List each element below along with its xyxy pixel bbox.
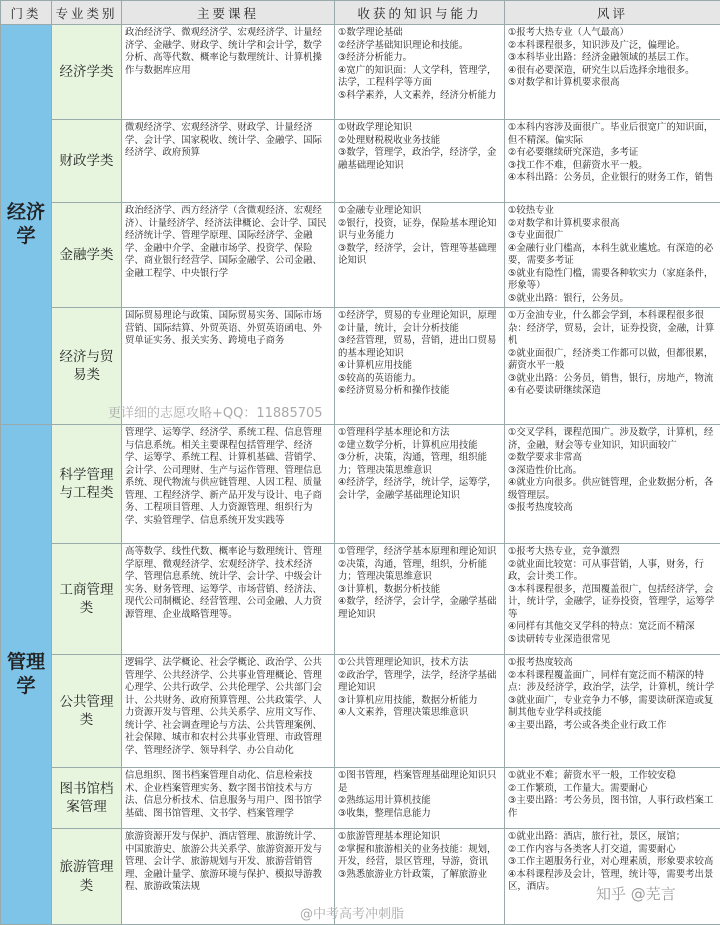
category-management: 管理学	[1, 425, 52, 925]
table-row	[1, 120, 720, 203]
header-courses: 主要课程	[122, 1, 335, 25]
review-cell: ①报考大热专业，竞争激烈 ②就业面比较宽：可从事营销，人事，财务，行政，会计类工作。 ③本科课程很多，范围覆盖很广，包括经济学，会计，统计学，金融学，证券投资，管理学，运筹学等 ④同样有其他交叉学科的特点：宽泛而不精深 ⑤读研转专业深造很常见	[505, 544, 720, 655]
courses-cell: 高等数学、线性代数、概率论与数理统计、管理学原理、微观经济学、宏观经济学、技术经济学、管理信息系统、统计学、会计学、中级会计实务、财务管理、运筹学、市场营销、经济法、现代公司制概论、经营管理、公司金融、人力资源管理、企业战略管理等。	[122, 544, 335, 655]
courses-cell: 政治经济学、西方经济学（含微观经济、宏观经济）、计量经济学、经济法律概论、会计学、国民经济统计学、管理学原理、国际经济学、金融学、金融中介学、金融市场学、投资学、保险学、商业银行经营学、国际金融学、公司金融、金融工程学、中央银行学	[122, 203, 335, 308]
watermark-bottom-left: @中考高考冲刺脂	[300, 903, 404, 922]
abilities-cell: ①管理学，经济学基本原理和理论知识 ②决策，沟通，管理，组织，分析能力；管理决策思维意识 ③计算机，数据分析技能 ④数学，经济学，会计学，金融学基础理论知识	[335, 544, 505, 655]
watermark-center: 更详细的志愿攻略+QQ：11885705	[108, 402, 323, 421]
abilities-cell: ①经济学，贸易的专业理论知识，原理 ②计量，统计，会计分析技能 ③经营管理，贸易，营销，进出口贸易的基本理论知识 ④计算机应用技能 ⑤较高的英语能力。 ⑥经济贸易分析和操作技能	[335, 308, 505, 425]
major-name: 财政学类	[52, 120, 122, 203]
table-row	[1, 655, 720, 768]
abilities-cell: ①公共管理理论知识，技术方法 ②政治学，管理学，法学，经济学基础理论知识 ③计算机应用技能，数据分析能力 ④人文素养，管理决策思维意识	[335, 655, 505, 768]
header-abilities: 收获的知识与能力	[335, 1, 505, 25]
table-row	[1, 768, 720, 829]
header-category: 门类	[1, 1, 52, 25]
courses-cell: 管理学、运筹学、经济学、系统工程、信息管理与信息系统。相关主要课程包括管理学、经济学、运筹学、系统工程、计算机基础、营销学、会计学、公司理财、生产与运作管理、管理信息系统、现代物流与供应链管理、人因工程、质量管理、工程经济学、新产品开发与设计、电子商务、工程项目管理、人力资源管理、组织行为学、实验管理学、信息系统开发实践等	[122, 425, 335, 544]
major-name: 经济与贸易类	[52, 308, 122, 425]
courses-cell: 政治经济学、微观经济学、宏观经济学、计量经济学、金融学、财政学、统计学和会计学，数学分析、高等代数、概率论与数理统计、计算机操作与数据库应用	[122, 25, 335, 120]
review-cell: ①交叉学科，课程范围广。涉及数学，计算机，经济，金融，财会等专业知识，知识面较广 ②数学要求非常高 ③深造性价比高。 ④就业方向很多。供应链管理，企业数据分析，各级管理层。 ⑤报考热度较高	[505, 425, 720, 544]
table-row	[1, 544, 720, 655]
abilities-cell: ①财政学理论知识 ②处理财税税收业务技能 ③数学，管理学，政治学，经济学，金融基础理论知识	[335, 120, 505, 203]
table-row	[1, 425, 720, 544]
review-cell: ①万金油专业，什么都会学到，本科课程很多很杂：经济学，贸易，会计，证券投资，金融，计算机 ②就业面很广，经济类工作都可以做，但都很累，薪资水平一般 ③就业出路：公务员，销售，银行，房地产，物流 ④有必要读研继续深造	[505, 308, 720, 425]
header-review: 风评	[505, 1, 720, 25]
major-name: 图书馆档案管理	[52, 768, 122, 829]
review-cell: ①报考热度较高 ②本科课程覆盖面广，同样有宽泛而不精深的特点：涉及经济学，政治学，法学，计算机，统计学 ③就业面广，专业竞争力不够，需要读研深造或复制其他专业学科或技能 ④主要出路，考公或各类企业行政工作	[505, 655, 720, 768]
watermark-bottom-right: 知乎 @芜言	[596, 883, 676, 904]
review-cell: ①较热专业 ②对数学和计算机要求很高 ③专业面很广 ④金融行业门槛高，本科生就业尴尬。有深造的必要，需要多考证 ⑤就业有隐性门槛，需要各种软实力（家庭条件，形象等） ⑤就业出路：银行，公务员。	[505, 203, 720, 308]
courses-cell: 信息组织、图书档案管理自动化、信息检索技术、企业档案管理实务、数字图书馆技术与方法、信息分析技术、信息服务与用户、图书馆学基础、图书馆管理、文书学、档案管理学	[122, 768, 335, 829]
category-economics: 经济学	[1, 25, 52, 425]
major-name: 公共管理类	[52, 655, 122, 768]
header-row	[1, 1, 720, 25]
major-name: 金融学类	[52, 203, 122, 308]
abilities-cell: ①图书管理，档案管理基础理论知识只是 ②熟练运用计算机技能 ③收集，整理信息能力	[335, 768, 505, 829]
abilities-cell: ①数学理论基础 ②经济学基础知识理论和技能。 ③经济分析能力。 ④宽广的知识面：人文学科，管理学，法学，工程科学等方面 ⑤科学素养，人文素养，经济分析能力	[335, 25, 505, 120]
table-row	[1, 203, 720, 308]
major-name: 工商管理类	[52, 544, 122, 655]
review-cell: ①报考大热专业（人气最高） ②本科课程很多，知识涉及广泛，偏理论。 ③本科毕业出路：经济金融领域的基层工作。 ④很有必要深造，研究生以后选择余地很多。 ⑤对数学和计算机要求很高	[505, 25, 720, 120]
header-major: 专业类别	[52, 1, 122, 25]
courses-cell: 微观经济学、宏观经济学、财政学、计量经济学、会计学、国家税收、统计学、金融学、国际经济学、政府预算	[122, 120, 335, 203]
abilities-cell: ①金融专业理论知识 ②银行，投资，证券，保险基本理论知识与业务能力 ③数学，经济学，会计，管理等基础理论知识	[335, 203, 505, 308]
table-row	[1, 25, 720, 120]
review-cell: ①就业出路：酒店，旅行社，景区，展馆； ②工作内容与各类客人打交道，需要耐心 ③工作主题服务行业，对心理素质，形象要求较高 ④本科课程涉及会计，管理，统计等，需要考出景区，酒店。	[505, 829, 720, 925]
review-cell: ①就业不难；薪资水平一般，工作较安稳 ②工作繁琐，工作量大。需要耐心 ③主要出路：考公务员，图书馆，人事行政档案工作	[505, 768, 720, 829]
major-name: 科学管理与工程类	[52, 425, 122, 544]
courses-cell: 国际贸易理论与政策、国际贸易实务、国际市场营销、国际结算、外贸英语、外贸英语函电、外贸单证实务、报关实务、跨境电子商务	[122, 308, 335, 425]
review-cell: ①本科内容涉及面很广。毕业后很宽广的知识面，但不精深。偏实际 ②有必要继续研究深造，多考证 ③找工作不难，但薪资水平一般。 ④本科出路：公务员，企业银行的财务工作，销售	[505, 120, 720, 203]
major-name: 经济学类	[52, 25, 122, 120]
abilities-cell: ①旅游管理基本理论知识 ②掌握和旅游相关的业务技能：规划，开发，经营，景区管理，导游，资讯 ③熟悉旅游业方针政策，了解旅游业	[335, 829, 505, 925]
major-name: 旅游管理类	[52, 829, 122, 925]
courses-cell: 逻辑学、法学概论、社会学概论、政治学、公共管理学、公共经济学、公共事业管理概论、管理心理学、公共行政学、公共伦理学、公共部门会计、公共财务、政府预算管理、公共政策学、人力资源开发与管理、公共关系学、应用文写作、统计学、社会调查理论与方法、公共管理案例、社会保障、城市和农村公共事业管理、市政管理学、管理经济学、领导科学、办公自动化	[122, 655, 335, 768]
abilities-cell: ①管理科学基本理论和方法 ②建立数学分析，计算机应用技能 ③分析，决策，沟通，管理，组织能力；管理决策思维意识 ④经济学，经济学，统计学，运筹学，会计学，金融学基础理论知识	[335, 425, 505, 544]
courses-cell: 旅游资源开发与保护、酒店管理、旅游统计学、中国旅游史、旅游公共关系学、旅游资源开发与管理、会计学、旅游规划与开发、旅游营销管理、金融计量学、旅游环境与保护、模拟导游教程、旅游政策法规	[122, 829, 335, 925]
